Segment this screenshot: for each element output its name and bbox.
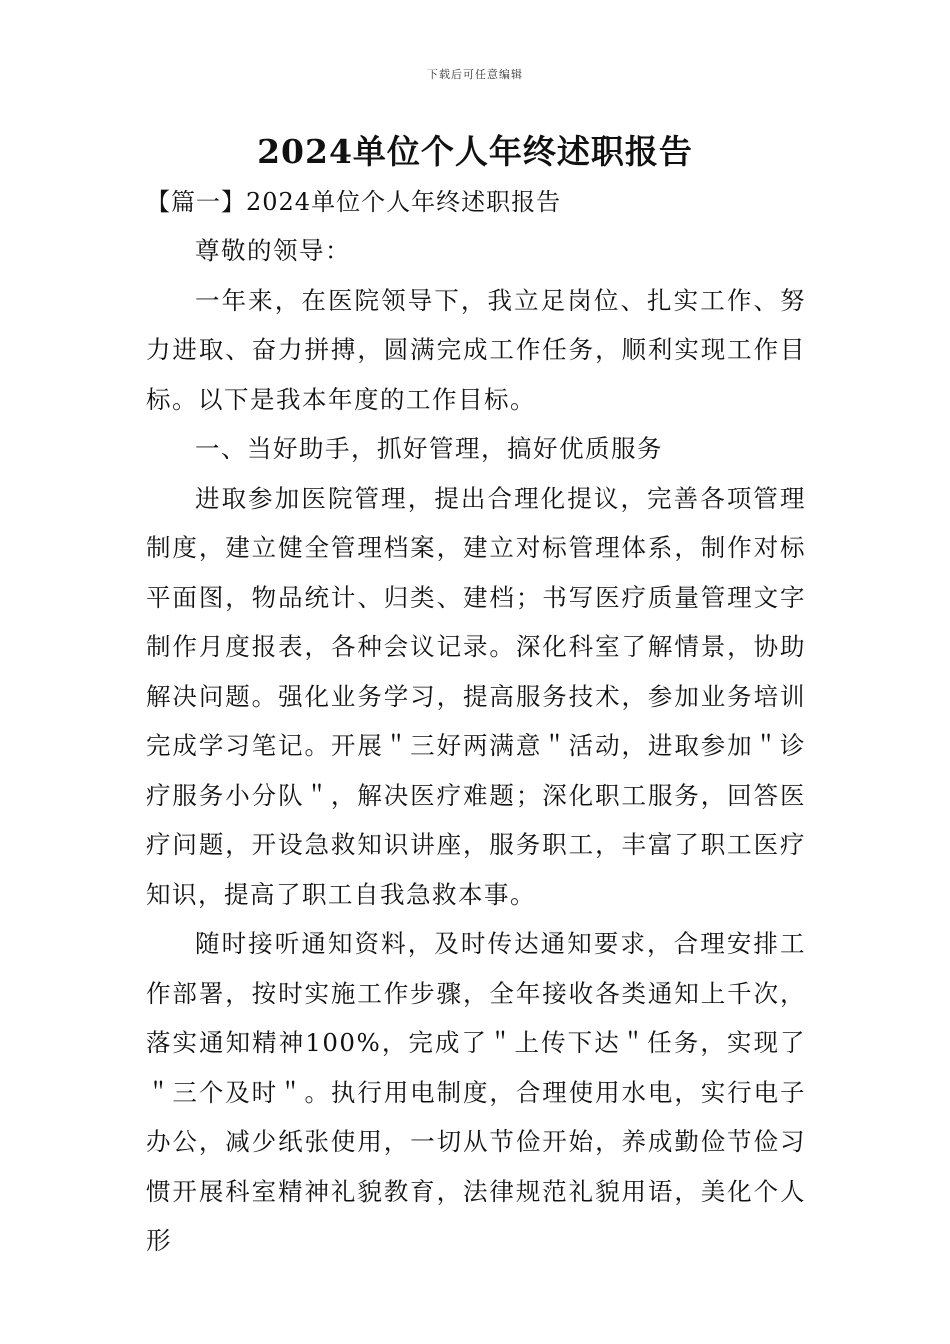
- document-title: 2024单位个人年终述职报告: [257, 132, 693, 171]
- page-header-note: 下载后可任意编辑: [427, 68, 523, 81]
- salutation-paragraph: 尊敬的领导：: [195, 236, 351, 265]
- section-heading: 【篇一】2024单位个人年终述职报告: [146, 188, 562, 216]
- document-body: [146, 226, 806, 1266]
- subheading-paragraph: 一、当好助手，抓好管理，搞好优质服务: [195, 434, 663, 463]
- intro-paragraph: 一年来，在医院领导下，我立足岗位、扎实工作、努力进取、奋力拼搏，圆满完成工作任务，顺利实现工作目标。以下是我本年度的工作目标。: [146, 285, 806, 414]
- body-paragraph: 进取参加医院管理，提出合理化提议，完善各项管理制度，建立健全管理档案，建立对标管理体系，制作对标平面图，物品统计、归类、建档；书写医疗质量管理文字制作月度报表，各种会议记录。深化科室了解情景，协助解决问题。强化业务学习，提高服务技术，参加业务培训完成学习笔记。开展＂三好两满意＂活动，进取参加＂诊疗服务小分队＂，解决医疗难题；深化职工服务，回答医疗问题，开设急救知识讲座，服务职工，丰富了职工医疗知识，提高了职工自我急救本事。: [146, 483, 806, 909]
- body-paragraph: 随时接听通知资料，及时传达通知要求，合理安排工作部署，按时实施工作步骤，全年接收各类通知上千次，落实通知精神100%，完成了＂上传下达＂任务，实现了＂三个及时＂。执行用电制度，合理使用水电，实行电子办公，减少纸张使用，一切从节俭开始，养成勤俭节俭习惯开展科室精神礼貌教育，法律规范礼貌用语，美化个人形: [146, 929, 806, 1255]
